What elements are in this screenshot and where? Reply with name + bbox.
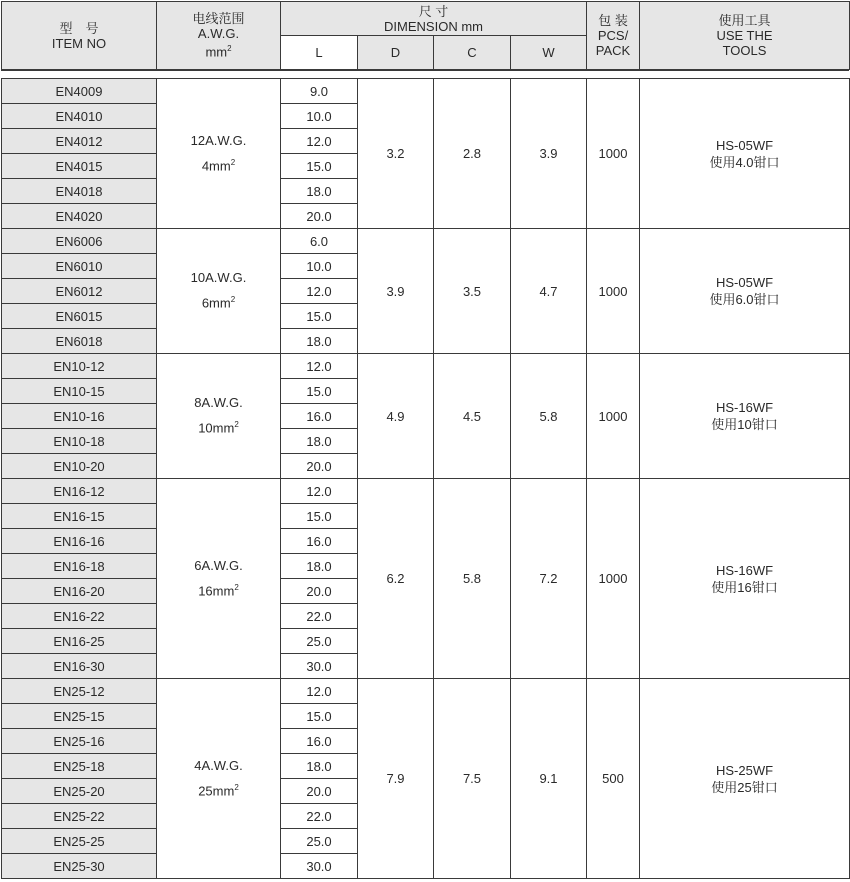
item-no-cell: EN25-18 [2, 754, 157, 779]
length-cell: 15.0 [281, 154, 358, 179]
item-no-cell: EN10-15 [2, 379, 157, 404]
c-cell: 4.5 [434, 354, 511, 479]
d-cell: 7.9 [358, 679, 434, 879]
length-cell: 10.0 [281, 104, 358, 129]
item-no-cell: EN16-16 [2, 529, 157, 554]
item-no-cell: EN4009 [2, 79, 157, 104]
header-item-no: 型 号 ITEM NO [2, 2, 157, 70]
item-no-cell: EN6010 [2, 254, 157, 279]
item-no-cell: EN25-20 [2, 779, 157, 804]
header-wire-range: 电线范围 A.W.G. $mm^2$ [157, 2, 281, 70]
tool-cell: HS-05WF 使用6.0钳口 [640, 229, 850, 354]
length-cell: 20.0 [281, 454, 358, 479]
length-cell: 12.0 [281, 679, 358, 704]
table-row [2, 354, 850, 379]
packing-cell: 1000 [587, 479, 640, 679]
length-cell: 20.0 [281, 779, 358, 804]
w-cell: 9.1 [511, 679, 587, 879]
header-col-l: L [281, 36, 358, 70]
length-cell: 15.0 [281, 504, 358, 529]
item-no-cell: EN6012 [2, 279, 157, 304]
item-no-cell: EN25-16 [2, 729, 157, 754]
length-cell: 18.0 [281, 329, 358, 354]
tool-cell: HS-05WF 使用4.0钳口 [640, 79, 850, 229]
length-cell: 18.0 [281, 179, 358, 204]
length-cell: 22.0 [281, 604, 358, 629]
item-no-cell: EN25-15 [2, 704, 157, 729]
w-cell: 7.2 [511, 479, 587, 679]
d-cell: 3.9 [358, 229, 434, 354]
item-no-cell: EN4015 [2, 154, 157, 179]
c-cell: 7.5 [434, 679, 511, 879]
length-cell: 20.0 [281, 579, 358, 604]
w-cell: 5.8 [511, 354, 587, 479]
item-no-cell: EN10-12 [2, 354, 157, 379]
table-row [2, 229, 850, 254]
item-no-cell: EN16-30 [2, 654, 157, 679]
c-cell: 3.5 [434, 229, 511, 354]
item-no-cell: EN16-18 [2, 554, 157, 579]
item-no-cell: EN16-20 [2, 579, 157, 604]
wire-range-cell: 4A.W.G. $25mm^2$ [157, 679, 281, 879]
item-no-cell: EN4018 [2, 179, 157, 204]
packing-cell: 1000 [587, 79, 640, 229]
header-divider [1, 70, 849, 71]
length-cell: 12.0 [281, 279, 358, 304]
item-no-cell: EN4010 [2, 104, 157, 129]
length-cell: 30.0 [281, 854, 358, 879]
item-no-cell: EN6015 [2, 304, 157, 329]
length-cell: 18.0 [281, 429, 358, 454]
spec-table [1, 78, 850, 879]
length-cell: 9.0 [281, 79, 358, 104]
packing-cell: 500 [587, 679, 640, 879]
item-no-cell: EN25-30 [2, 854, 157, 879]
length-cell: 16.0 [281, 404, 358, 429]
length-cell: 20.0 [281, 204, 358, 229]
header-col-c: C [434, 36, 511, 70]
w-cell: 3.9 [511, 79, 587, 229]
item-no-cell: EN25-22 [2, 804, 157, 829]
header-dimension: 尺 寸 DIMENSION mm [281, 2, 587, 36]
length-cell: 30.0 [281, 654, 358, 679]
length-cell: 15.0 [281, 704, 358, 729]
length-cell: 18.0 [281, 754, 358, 779]
length-cell: 12.0 [281, 354, 358, 379]
table-header [1, 1, 850, 70]
item-no-cell: EN16-12 [2, 479, 157, 504]
table-row [2, 679, 850, 704]
header-tools: 使用工具 USE THE TOOLS [640, 2, 850, 70]
item-no-cell: EN25-12 [2, 679, 157, 704]
item-no-cell: EN16-15 [2, 504, 157, 529]
c-cell: 5.8 [434, 479, 511, 679]
length-cell: 15.0 [281, 304, 358, 329]
length-cell: 18.0 [281, 554, 358, 579]
table-row [2, 479, 850, 504]
header-col-w: W [511, 36, 587, 70]
length-cell: 25.0 [281, 829, 358, 854]
length-cell: 12.0 [281, 479, 358, 504]
length-cell: 25.0 [281, 629, 358, 654]
length-cell: 12.0 [281, 129, 358, 154]
length-cell: 16.0 [281, 529, 358, 554]
wire-range-cell: 12A.W.G. $4mm^2$ [157, 79, 281, 229]
table-row [2, 79, 850, 104]
header-packing: 包 装 PCS/ PACK [587, 2, 640, 70]
tool-cell: HS-16WF 使用16钳口 [640, 479, 850, 679]
item-no-cell: EN4020 [2, 204, 157, 229]
item-no-cell: EN10-20 [2, 454, 157, 479]
length-cell: 16.0 [281, 729, 358, 754]
item-no-cell: EN25-25 [2, 829, 157, 854]
wire-range-cell: 10A.W.G. $6mm^2$ [157, 229, 281, 354]
length-cell: 6.0 [281, 229, 358, 254]
w-cell: 4.7 [511, 229, 587, 354]
item-no-cell: EN4012 [2, 129, 157, 154]
item-no-cell: EN6018 [2, 329, 157, 354]
tool-cell: HS-25WF 使用25钳口 [640, 679, 850, 879]
length-cell: 15.0 [281, 379, 358, 404]
packing-cell: 1000 [587, 354, 640, 479]
item-no-cell: EN10-16 [2, 404, 157, 429]
d-cell: 3.2 [358, 79, 434, 229]
header-col-d: D [358, 36, 434, 70]
item-no-cell: EN10-18 [2, 429, 157, 454]
c-cell: 2.8 [434, 79, 511, 229]
item-no-cell: EN16-25 [2, 629, 157, 654]
d-cell: 4.9 [358, 354, 434, 479]
length-cell: 10.0 [281, 254, 358, 279]
length-cell: 22.0 [281, 804, 358, 829]
item-no-cell: EN16-22 [2, 604, 157, 629]
packing-cell: 1000 [587, 229, 640, 354]
wire-range-cell: 6A.W.G. $16mm^2$ [157, 479, 281, 679]
wire-range-cell: 8A.W.G. $10mm^2$ [157, 354, 281, 479]
item-no-cell: EN6006 [2, 229, 157, 254]
d-cell: 6.2 [358, 479, 434, 679]
tool-cell: HS-16WF 使用10钳口 [640, 354, 850, 479]
